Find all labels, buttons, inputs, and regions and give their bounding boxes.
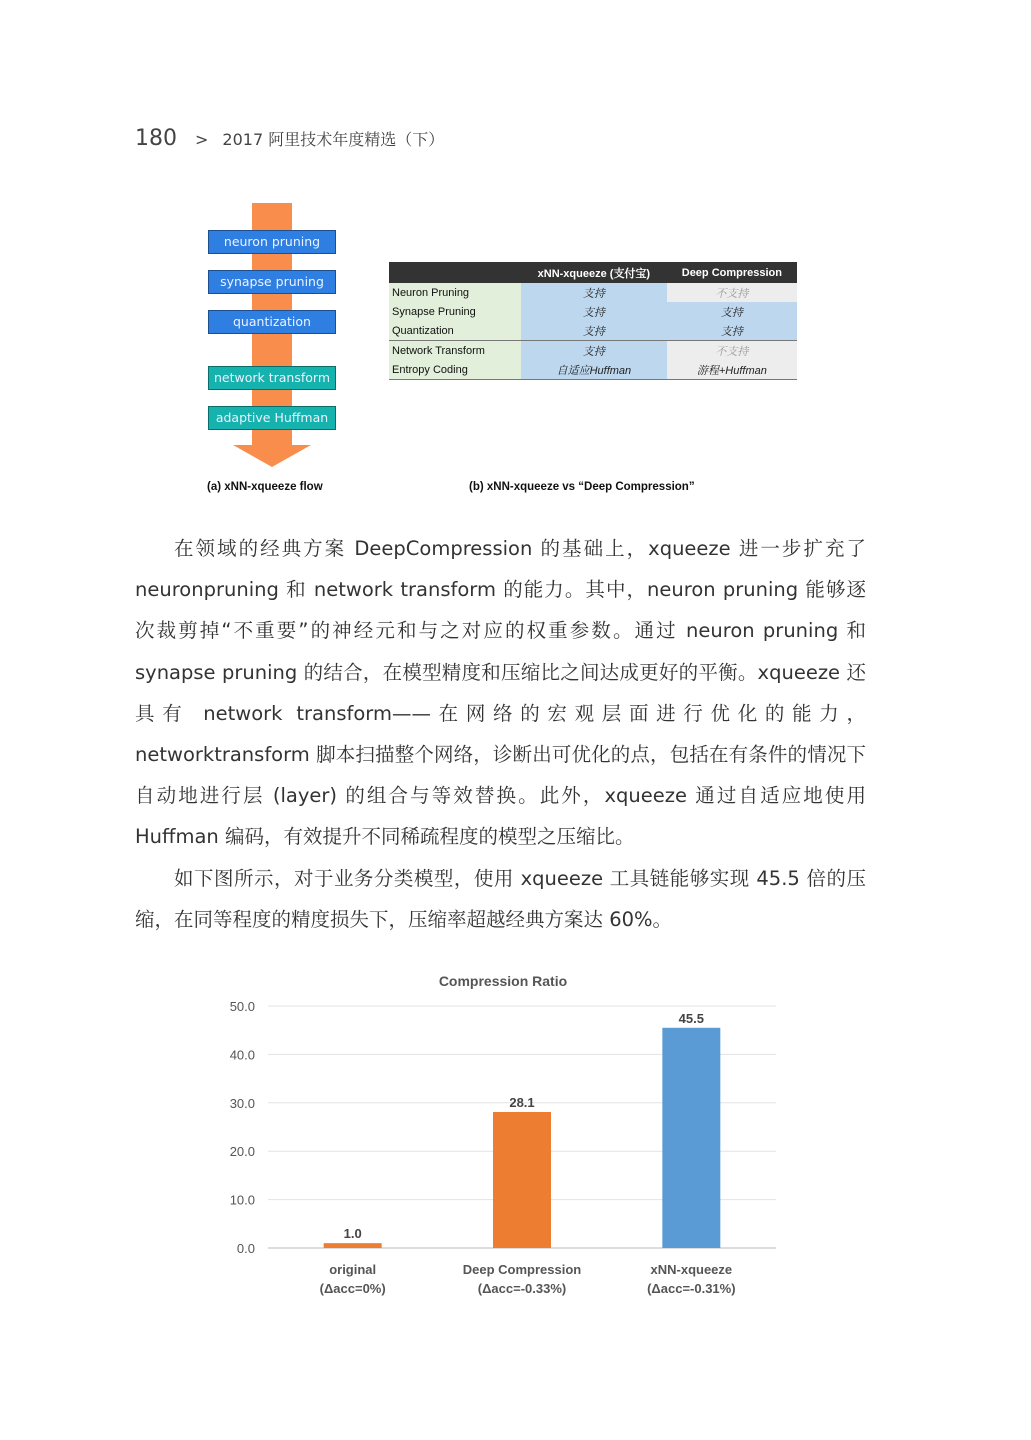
- table-cell: Neuron Pruning: [389, 283, 521, 302]
- table-row: [389, 341, 797, 361]
- table-cell: 支持: [521, 302, 667, 321]
- table-row: [389, 283, 797, 302]
- flow-caption: (a) xNN-xqueeze flow: [207, 481, 323, 493]
- page-number: 180: [135, 126, 177, 151]
- flow-step: quantization: [208, 310, 336, 334]
- bar: [324, 1243, 382, 1248]
- y-tick-label: 10.0: [229, 1192, 255, 1208]
- x-tick-label: (Δacc=-0.33%): [477, 1281, 567, 1296]
- flow-arrow-head-icon: [233, 445, 311, 467]
- flow-step: adaptive Huffman: [208, 406, 336, 430]
- data-label: 28.1: [509, 1094, 535, 1110]
- bar: [662, 1028, 720, 1248]
- table-row: [389, 302, 797, 321]
- x-tick-label: original: [329, 1262, 377, 1277]
- chart-title: Compression Ratio: [438, 973, 568, 989]
- book-title: 2017 阿里技术年度精选（下）: [222, 130, 445, 149]
- table-cell: 游程+Huffman: [667, 360, 797, 380]
- comparison-table: [389, 262, 797, 380]
- flow-step: synapse pruning: [208, 270, 336, 294]
- table-cell: 不支持: [667, 283, 797, 302]
- compression-ratio-chart: [200, 960, 800, 1310]
- paragraph: 在领域的经典方案 DeepCompression 的基础上，xqueeze 进一步扩充了 neuronpruning 和 network transform 的能力。其中，neuron pruning 能够逐次裁剪掉“不重要”的神经元和与之对应的权重参数。通过 neuron pruning 和 synapse pruning 的结合，在模型精度和压缩比之间达成更好的平衡。xqueeze 还具有 network transform——在网络的宏观层面进行优化的能力，networktransform 脚本扫描整个网络，诊断出可优化的点，包括在有条件的情况下自动地进行层 (layer) 的组合与等效替换。此外，xqueeze 通过自适应地使用 Huffman 编码，有效提升不同稀疏程度的模型之压缩比。: [135, 537, 866, 849]
- table-header: [389, 262, 521, 283]
- table-cell: Network Transform: [389, 341, 521, 361]
- bar: [493, 1112, 551, 1248]
- x-tick-label: (Δacc=0%): [319, 1281, 386, 1296]
- table-row: [389, 360, 797, 380]
- flow-step: network transform: [208, 366, 336, 390]
- table-cell: 支持: [667, 302, 797, 321]
- y-tick-label: 50.0: [229, 999, 255, 1014]
- header-separator: >: [195, 130, 209, 149]
- table-cell: 支持: [521, 341, 667, 361]
- table-cell: 支持: [521, 321, 667, 341]
- running-header: [135, 126, 444, 151]
- body-text: [135, 528, 866, 940]
- table-cell: Quantization: [389, 321, 521, 341]
- table-cell: 支持: [667, 321, 797, 341]
- table-cell: 自适应Huffman: [521, 360, 667, 380]
- table-cell: 支持: [521, 283, 667, 302]
- table-cell: Entropy Coding: [389, 360, 521, 380]
- table-caption: (b) xNN-xqueeze vs “Deep Compression”: [469, 481, 695, 493]
- table-header: Deep Compression: [667, 262, 797, 283]
- x-tick-label: xNN-xqueeze: [650, 1262, 733, 1277]
- data-label: 1.0: [343, 1226, 362, 1242]
- data-label: 45.5: [678, 1010, 704, 1026]
- y-tick-label: 30.0: [229, 1095, 255, 1111]
- y-tick-label: 40.0: [229, 1047, 255, 1063]
- y-tick-label: 0.0: [236, 1241, 255, 1256]
- table-header: xNN-xqueeze (支付宝): [521, 262, 667, 283]
- table-row: [389, 321, 797, 341]
- paragraph: 如下图所示，对于业务分类模型，使用 xqueeze 工具链能够实现 45.5 倍的压缩，在同等程度的精度损失下，压缩率超越经典方案达 60%。: [135, 866, 866, 931]
- x-tick-label: (Δacc=-0.31%): [647, 1281, 736, 1296]
- table-cell: 不支持: [667, 341, 797, 361]
- table-cell: Synapse Pruning: [389, 302, 521, 321]
- y-tick-label: 20.0: [229, 1144, 255, 1160]
- x-tick-label: Deep Compression: [462, 1262, 582, 1277]
- flow-step: neuron pruning: [208, 230, 336, 254]
